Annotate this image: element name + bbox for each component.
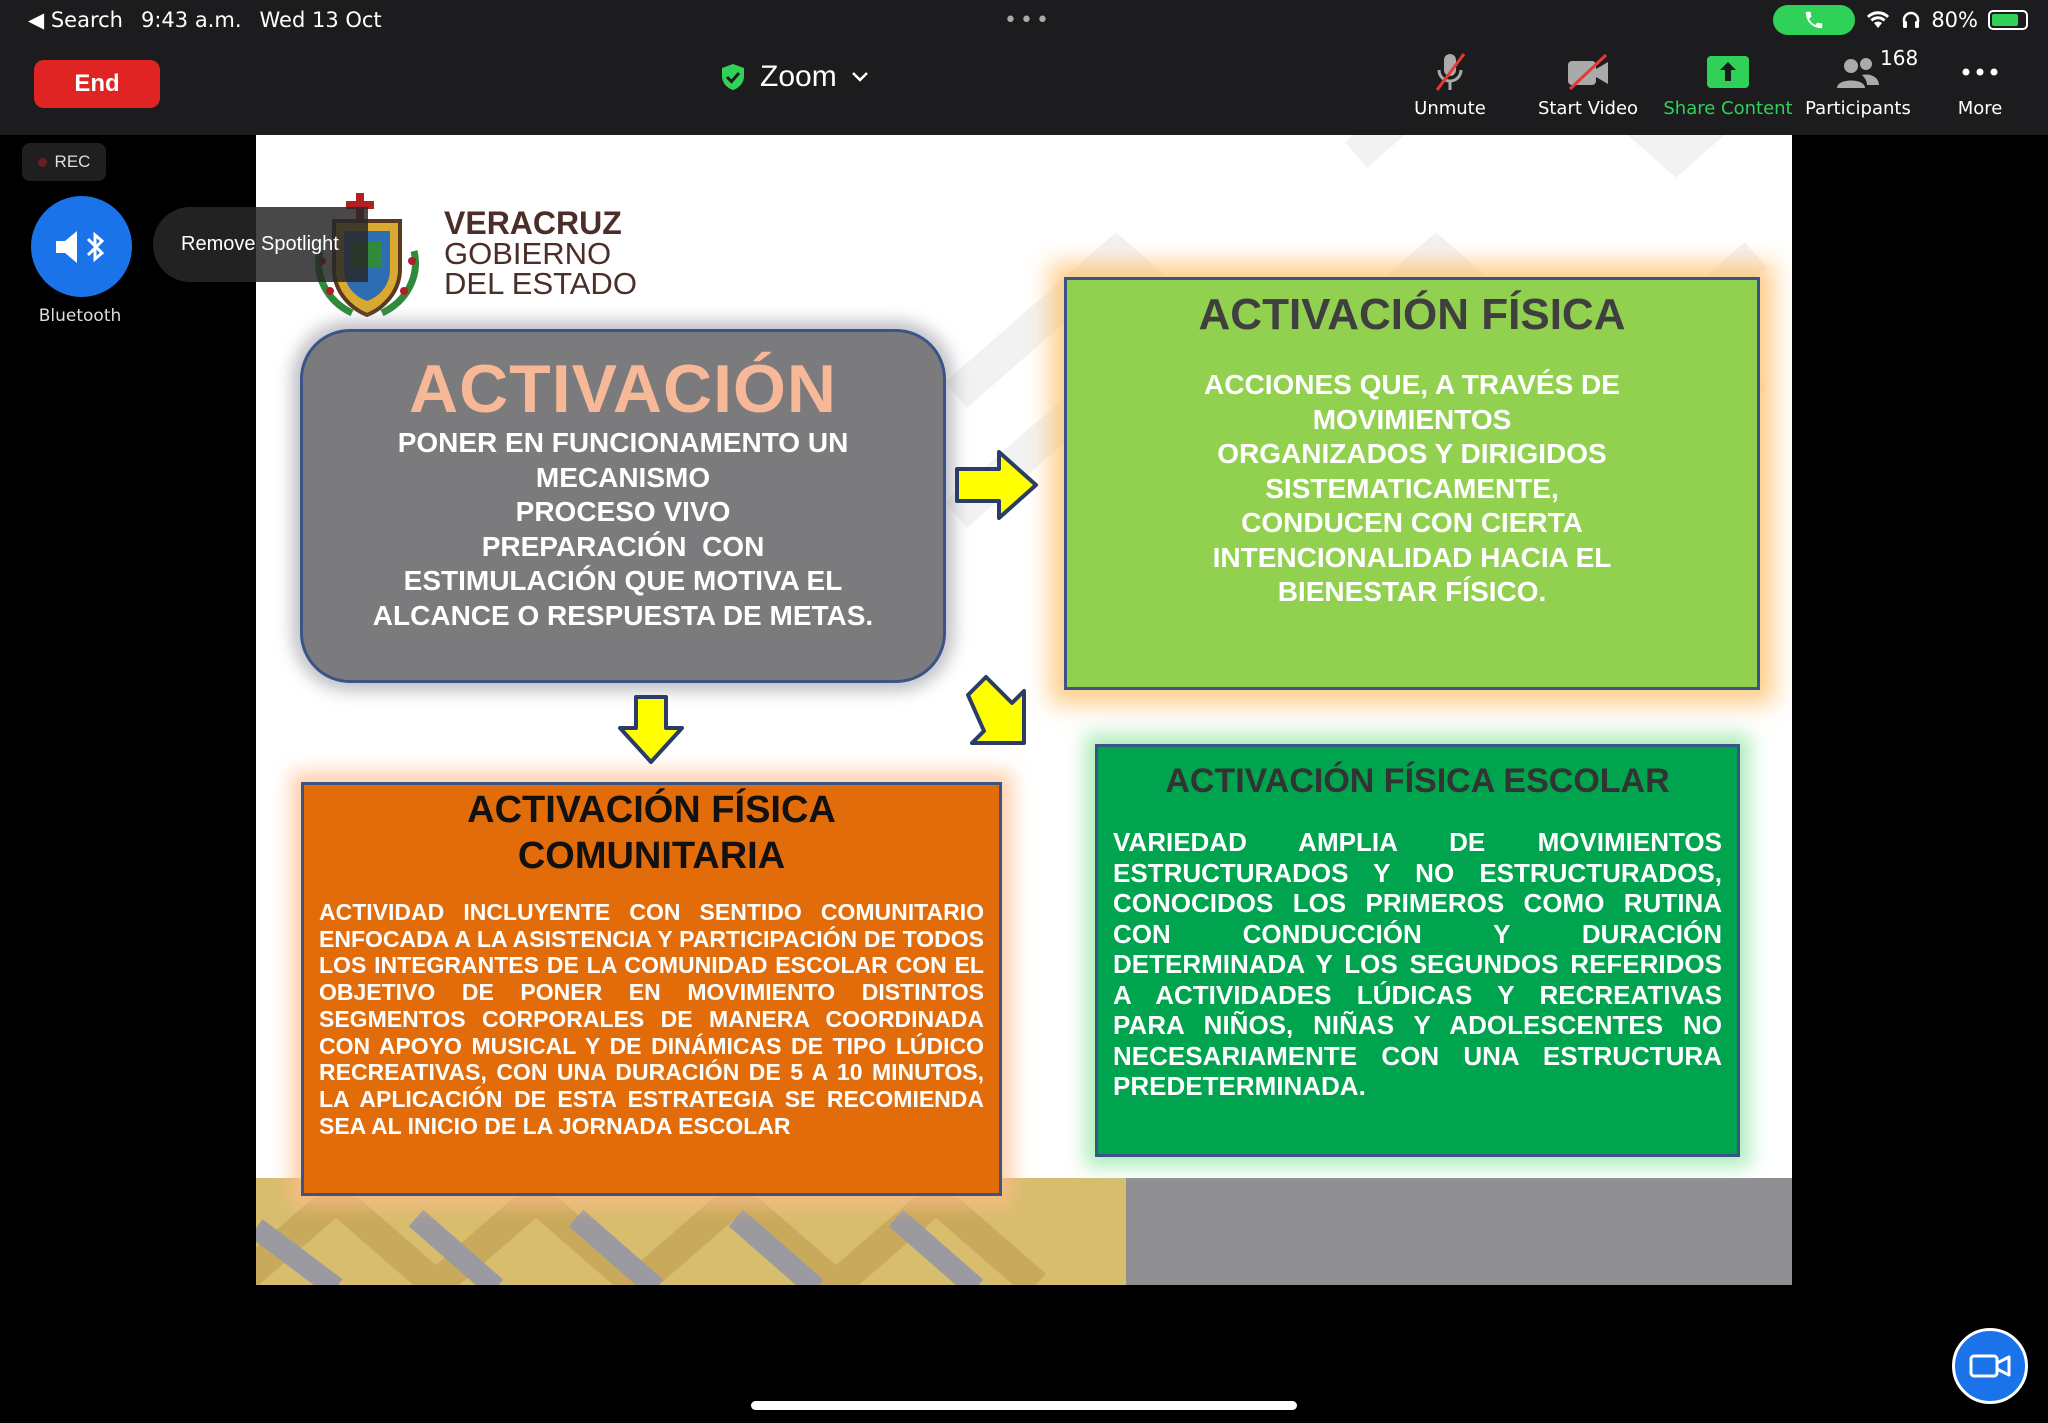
floating-video-button[interactable] <box>1952 1328 2028 1404</box>
video-camera-icon <box>1969 1352 2011 1380</box>
participants-button[interactable] <box>1788 46 1928 119</box>
card-escolar-body: VARIEDAD AMPLIA DE MOVIMIENTOS ESTRUCTURADOS Y NO ESTRUCTURADOS, CONOCIDOS LOS PRIMEROS COMO RUTINA CON CONDUCCIÓN Y DURACIÓN DETERMINADA Y LOS SEGUNDOS REFERIDOS A ACTIVIDADES LÚDICAS Y RECREATIVAS PARA NIÑOS, NIÑAS Y ADOLESCENTES NO NECESARIAMENTE CON UNA ESTRUCTURA PREDETERMINADA. <box>1113 827 1722 1101</box>
body-line: ESTIMULACIÓN QUE MOTIVA EL <box>403 565 843 596</box>
card-fisica-title: ACTIVACIÓN FÍSICA <box>1198 290 1626 339</box>
share-up-arrow-icon <box>1706 55 1750 89</box>
more-button[interactable] <box>1910 50 2048 119</box>
end-meeting-button[interactable]: End <box>34 60 160 108</box>
start-video-label: Start Video <box>1537 98 1639 119</box>
video-off-icon <box>1564 52 1612 92</box>
more-label: More <box>1957 98 2003 119</box>
status-date: Wed 13 Oct <box>259 8 382 32</box>
battery-percent: 80% <box>1931 8 1978 32</box>
recording-dot-icon <box>38 158 47 167</box>
body-line: CONDUCEN CON CIERTA <box>1241 507 1583 538</box>
status-time: 9:43 a.m. <box>140 8 242 32</box>
headphones-icon <box>1901 10 1921 30</box>
arrow-right-icon <box>954 449 1040 521</box>
home-indicator[interactable] <box>751 1401 1297 1410</box>
body-line: ACCIONES QUE, A TRAVÉS DE <box>1204 369 1620 400</box>
body-line: INTENCIONALIDAD HACIA EL <box>1212 541 1612 573</box>
multitasking-dots-icon[interactable]: ••• <box>1004 8 1052 33</box>
card-comunitaria-body: ACTIVIDAD INCLUYENTE CON SENTIDO COMUNITARIO ENFOCADA A LA ASISTENCIA Y PARTICIPACIÓN DE TODOS LOS INTEGRANTES DE LA COMUNIDAD ESCOLAR CON EL OBJETIVO DE PONER EN MOVIMIENTO DISTINTOS SEGMENTOS CORPORALES DE MANERA COORDINADA CON APOYO MUSICAL Y DE DINÁMICAS DE TIPO LÚDICO RECREATIVAS, CON UNA DURACIÓN DE 5 A 10 MINUTOS, LA APLICACIÓN DE ESTA ESTRATEGIA SE RECOMIENDA SEA AL INICIO DE LA JORNADA ESCOLAR <box>319 899 984 1139</box>
wifi-icon <box>1865 10 1891 30</box>
audio-bluetooth-button[interactable] <box>31 196 132 297</box>
body-line: SISTEMATICAMENTE, <box>1265 472 1559 504</box>
logo-line-2: GOBIERNO <box>444 236 612 271</box>
shared-slide <box>256 135 1792 1285</box>
body-line: ORGANIZADOS Y DIRIGIDOS <box>1217 438 1607 469</box>
mic-off-icon <box>1430 50 1470 94</box>
body-line: ALCANCE O RESPUESTA DE METAS. <box>372 599 874 631</box>
body-line: PONER EN FUNCIONAMENTO UN <box>397 427 849 458</box>
body-line: PREPARACIÓN CON <box>481 530 765 562</box>
battery-charging-icon <box>1988 10 2028 30</box>
logo-line-3: DEL ESTADO <box>444 266 637 301</box>
active-call-pill[interactable] <box>1773 5 1855 35</box>
unmute-button[interactable] <box>1380 50 1520 119</box>
meeting-toolbar <box>0 40 2048 135</box>
recording-label: REC <box>54 152 91 171</box>
meeting-title: Zoom <box>760 60 837 93</box>
card-activacion <box>300 329 946 683</box>
shield-check-icon <box>720 63 746 91</box>
chevron-down-icon <box>851 71 869 83</box>
card-activacion-comunitaria <box>301 782 1002 1196</box>
meeting-title-dropdown[interactable] <box>720 60 869 94</box>
participants-label: Participants <box>1805 98 1911 119</box>
card-activacion-fisica <box>1064 277 1760 690</box>
start-video-button[interactable] <box>1518 50 1658 119</box>
ellipsis-icon <box>1960 67 2000 77</box>
ios-status-bar <box>0 0 2048 40</box>
share-content-button[interactable] <box>1658 50 1798 119</box>
arrow-down-right-icon <box>964 673 1038 747</box>
unmute-label: Unmute <box>1414 98 1486 119</box>
card-comunitaria-title <box>304 787 999 879</box>
bluetooth-label: Bluetooth <box>38 306 122 326</box>
arrow-down-icon <box>616 694 686 766</box>
speaker-bluetooth-icon <box>52 227 112 267</box>
body-line: BIENESTAR FÍSICO. <box>1277 576 1547 607</box>
card-activacion-body <box>303 426 943 633</box>
title-line: COMUNITARIA <box>517 835 786 877</box>
back-to-search-link[interactable]: ◀ Search <box>28 8 123 32</box>
people-icon <box>1834 52 1882 92</box>
card-activacion-escolar <box>1095 744 1740 1157</box>
recording-badge <box>22 143 106 181</box>
card-escolar-title: ACTIVACIÓN FÍSICA ESCOLAR <box>1165 762 1670 800</box>
phone-icon <box>1803 9 1825 31</box>
body-line: PROCESO VIVO <box>515 496 731 527</box>
logo-line-1: VERACRUZ <box>444 205 622 241</box>
remove-spotlight-button[interactable]: Remove Spotlight <box>153 207 368 282</box>
government-logo-text <box>444 207 637 299</box>
body-line: MOVIMIENTOS <box>1312 403 1512 435</box>
title-line: ACTIVACIÓN FÍSICA <box>467 789 836 831</box>
card-fisica-body <box>1067 368 1757 610</box>
body-line: MECANISMO <box>535 461 711 493</box>
participants-count: 168 <box>1880 46 1919 70</box>
card-activacion-title: ACTIVACIÓN <box>408 351 838 427</box>
share-content-label: Share Content <box>1663 98 1793 119</box>
